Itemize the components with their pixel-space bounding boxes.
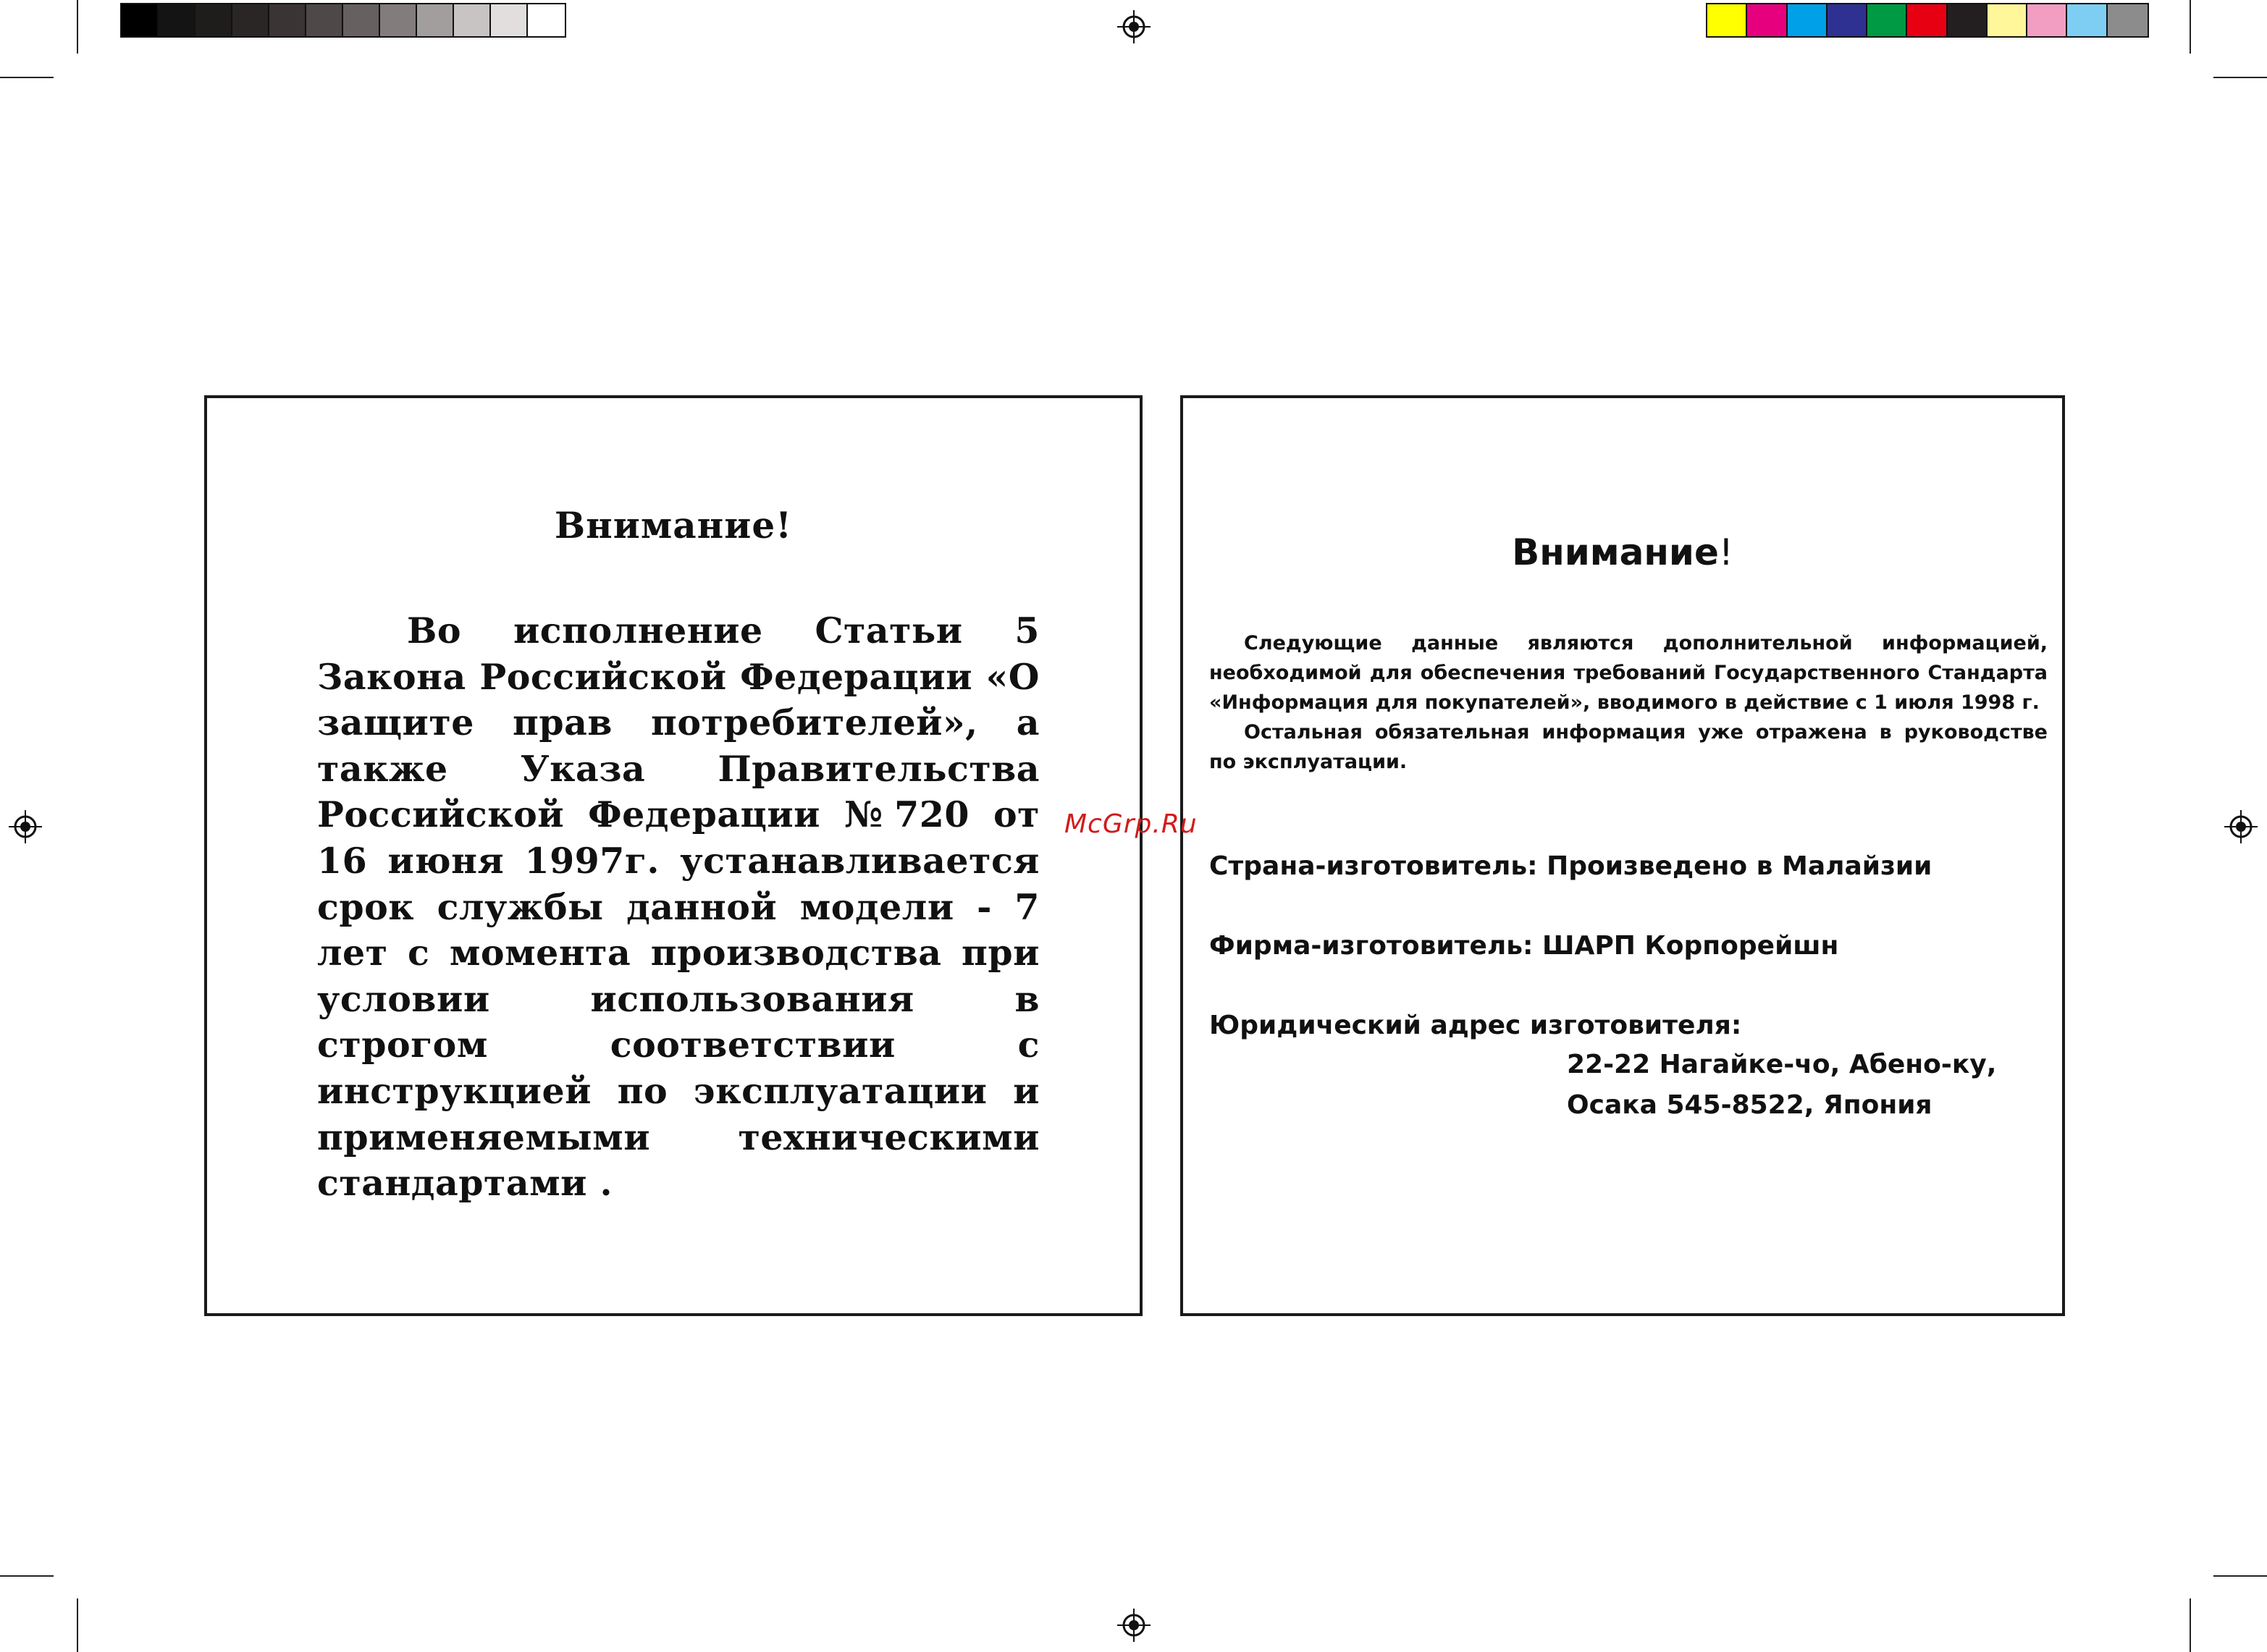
calibration-swatch bbox=[1707, 4, 1747, 36]
panel-title bbox=[1183, 531, 2062, 573]
calibration-swatch bbox=[454, 4, 491, 36]
calibration-swatch bbox=[269, 4, 306, 36]
calibration-swatch bbox=[528, 4, 565, 36]
registration-mark-icon bbox=[9, 810, 42, 843]
calibration-swatch bbox=[195, 4, 232, 36]
registration-mark-icon bbox=[1117, 1609, 1151, 1642]
calibration-swatch bbox=[122, 4, 159, 36]
calibration-swatch bbox=[491, 4, 528, 36]
calibration-swatch bbox=[1788, 4, 1828, 36]
crop-mark bbox=[0, 1575, 54, 1577]
legal-address-line: 22-22 Нагайке-чо, Абено-ку, bbox=[1567, 1050, 1997, 1079]
service-life-notice-text: Во исполнение Статьи 5 Закона Российской Федерации «О защите прав потребителей», а также Указа Правительства Российской Федерации №720 от 16 июня 1997г. устанавливается срок службы данной модели - 7 лет с момента производства при условии использования в строгом соответствии с инструкцией по эксплуатации и применяемыми техническими стандартами . bbox=[317, 610, 1040, 1205]
crop-mark bbox=[77, 0, 78, 54]
calibration-swatch bbox=[306, 4, 343, 36]
calibration-swatch bbox=[417, 4, 454, 36]
calibration-swatch bbox=[232, 4, 269, 36]
service-life-notice-panel bbox=[204, 395, 1143, 1316]
panel-title: Внимание! bbox=[554, 504, 793, 547]
country-of-origin: Страна-изготовитель: Произведено в Малайзии bbox=[1209, 851, 1932, 881]
panel-title-text: Внимание bbox=[1512, 531, 1719, 573]
calibration-swatch bbox=[159, 4, 195, 36]
info-paragraph: Остальная обязательная информация уже отражена в руководстве по эксплуатации. bbox=[1209, 721, 2048, 773]
crop-mark bbox=[2213, 77, 2267, 78]
site-watermark: McGrp.Ru bbox=[1064, 809, 1198, 839]
registration-mark-icon bbox=[2224, 810, 2258, 843]
calibration-swatch bbox=[380, 4, 417, 36]
crop-mark bbox=[77, 1598, 78, 1652]
calibration-swatch bbox=[1867, 4, 1907, 36]
grayscale-calibration-strip bbox=[120, 3, 566, 38]
color-calibration-strip bbox=[1706, 3, 2149, 38]
manufacturer-company: Фирма-изготовитель: ШАРП Корпорейшн bbox=[1209, 931, 1839, 961]
legal-address-line: Осака 545-8522, Япония bbox=[1567, 1090, 1932, 1120]
crop-mark bbox=[2213, 1575, 2267, 1577]
calibration-swatch bbox=[2027, 4, 2067, 36]
calibration-swatch bbox=[1828, 4, 1867, 36]
calibration-swatch bbox=[1988, 4, 2027, 36]
calibration-swatch bbox=[2108, 4, 2148, 36]
calibration-swatch bbox=[1747, 4, 1787, 36]
registration-mark-icon bbox=[1117, 10, 1151, 43]
legal-address-label: Юридический адрес изготовителя: bbox=[1209, 1011, 1742, 1040]
calibration-swatch bbox=[2067, 4, 2107, 36]
additional-info-text bbox=[1209, 628, 2048, 777]
crop-mark bbox=[2190, 0, 2191, 54]
calibration-swatch bbox=[1907, 4, 1947, 36]
crop-mark bbox=[0, 77, 54, 78]
calibration-swatch bbox=[343, 4, 380, 36]
crop-mark bbox=[2190, 1598, 2191, 1652]
calibration-swatch bbox=[1948, 4, 1988, 36]
manufacturer-info-panel bbox=[1180, 395, 2065, 1316]
panel-title-mark: ! bbox=[1718, 531, 1733, 573]
info-paragraph: Следующие данные являются дополнительной информацией, необходимой для обеспечения требований Государственного Стандарта «Информация для покупателей», вводимого в действие с 1 июля 1998 г. bbox=[1209, 632, 2048, 714]
